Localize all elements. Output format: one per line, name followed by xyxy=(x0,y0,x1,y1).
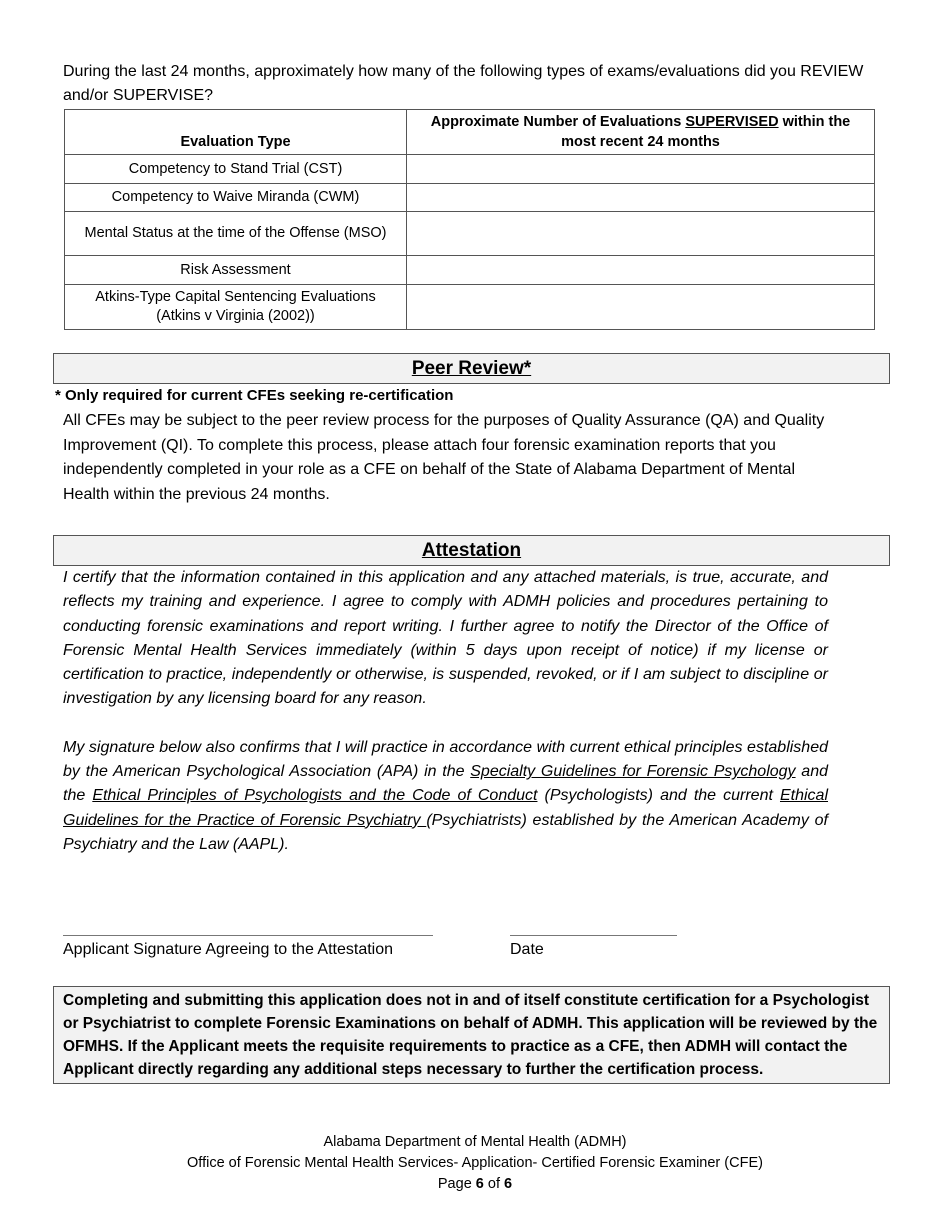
evaluation-type-header: Evaluation Type xyxy=(65,110,407,155)
applicant-signature-label: Applicant Signature Agreeing to the Attestation xyxy=(63,941,394,958)
table-header-row xyxy=(65,110,875,155)
supervised-count-header: Approximate Number of Evaluations SUPERVISED within the most recent 24 months xyxy=(407,110,875,155)
submission-notice: Completing and submitting this application does not in and of itself constitute certification for a Psychologist or Psychiatrist to complete Forensic Examinations on behalf of ADMH. This application will be reviewed by the OFMHS. If the Applicant meets the requisite requirements to practice as a CFE, then ADMH will contact the Applicant directly regarding any additional steps necessary to further the certification process. xyxy=(53,986,890,1084)
supervised-count-cell[interactable] xyxy=(407,184,875,212)
supervised-count-cell[interactable] xyxy=(407,155,875,184)
table-row xyxy=(65,212,875,256)
table-row xyxy=(65,155,875,184)
table-row xyxy=(65,285,875,330)
supervised-count-cell[interactable] xyxy=(407,212,875,256)
attestation-paragraph-1: I certify that the information contained in this application and any attached materials, is true, accurate, and reflects my training and experience. I agree to comply with ADMH policies and procedures pertaining to conducting forensic examinations and report writing. I further agree to notify the Director of the Office of Forensic Mental Health Services immediately (within 5 days upon receipt of notice) if my license or certification to practice, independently or otherwise, is suspended, revoked, or if I am subject to discipline or investigation by any licensing board for any reason. xyxy=(63,569,828,708)
evaluation-type-cell: Risk Assessment xyxy=(65,256,407,285)
ethical-principles-reference: Ethical Principles of Psychologists and the Code of Conduct xyxy=(92,787,538,805)
peer-review-note: * Only required for current CFEs seeking re-certification xyxy=(55,387,454,404)
specialty-guidelines-reference: Specialty Guidelines for Forensic Psychology xyxy=(470,763,796,781)
page-footer xyxy=(0,1132,950,1195)
evaluation-question: During the last 24 months, approximately how many of the following types of exams/evaluations did you REVIEW and/or SUPERVISE? xyxy=(63,63,864,104)
footer-organization: Alabama Department of Mental Health (ADMH) xyxy=(323,1134,627,1150)
footer-form-title: Office of Forensic Mental Health Services- Application- Certified Forensic Examiner (CFE) xyxy=(187,1155,763,1171)
evaluation-type-cell: Mental Status at the time of the Offense (MSO) xyxy=(65,212,407,256)
page-number: Page 6 of 6 xyxy=(437,1176,513,1192)
applicant-signature-line[interactable] xyxy=(63,935,433,936)
evaluation-type-cell: Competency to Waive Miranda (CWM) xyxy=(65,184,407,212)
peer-review-heading: Peer Review* xyxy=(53,353,890,384)
evaluation-table xyxy=(64,109,875,330)
evaluation-type-cell: Atkins-Type Capital Sentencing Evaluations (Atkins v Virginia (2002)) xyxy=(65,285,407,330)
evaluation-type-cell: Competency to Stand Trial (CST) xyxy=(65,155,407,184)
peer-review-body: All CFEs may be subject to the peer review process for the purposes of Quality Assurance (QA) and Quality Improvement (QI). To complete this process, please attach four forensic examination reports that you independently completed in your role as a CFE on behalf of the State of Alabama Department of Mental Health within the previous 24 months. xyxy=(63,412,825,503)
date-label: Date xyxy=(510,941,544,958)
attestation-text xyxy=(63,566,828,857)
psychiatry-guidelines-reference: Ethical Guidelines for the Practice of Forensic Psychiatry xyxy=(63,787,829,829)
table-row xyxy=(65,184,875,212)
attestation-paragraph-2: My signature below also confirms that I will practice in accordance with current ethical principles established by the American Psychological Association (APA) in the Specialty Guidelines for Forensic Psychology and the Ethical Principles of Psychologists and the Code of Conduct (Psychologists) and the current Ethical Guidelines for the Practice of Forensic Psychiatry (Psychiatrists) established by the American Academy of Psychiatry and the Law (AAPL). xyxy=(63,738,829,853)
date-line[interactable] xyxy=(510,935,677,936)
supervised-count-cell[interactable] xyxy=(407,285,875,330)
supervised-count-cell[interactable] xyxy=(407,256,875,285)
table-row xyxy=(65,256,875,285)
attestation-heading: Attestation xyxy=(53,535,890,566)
